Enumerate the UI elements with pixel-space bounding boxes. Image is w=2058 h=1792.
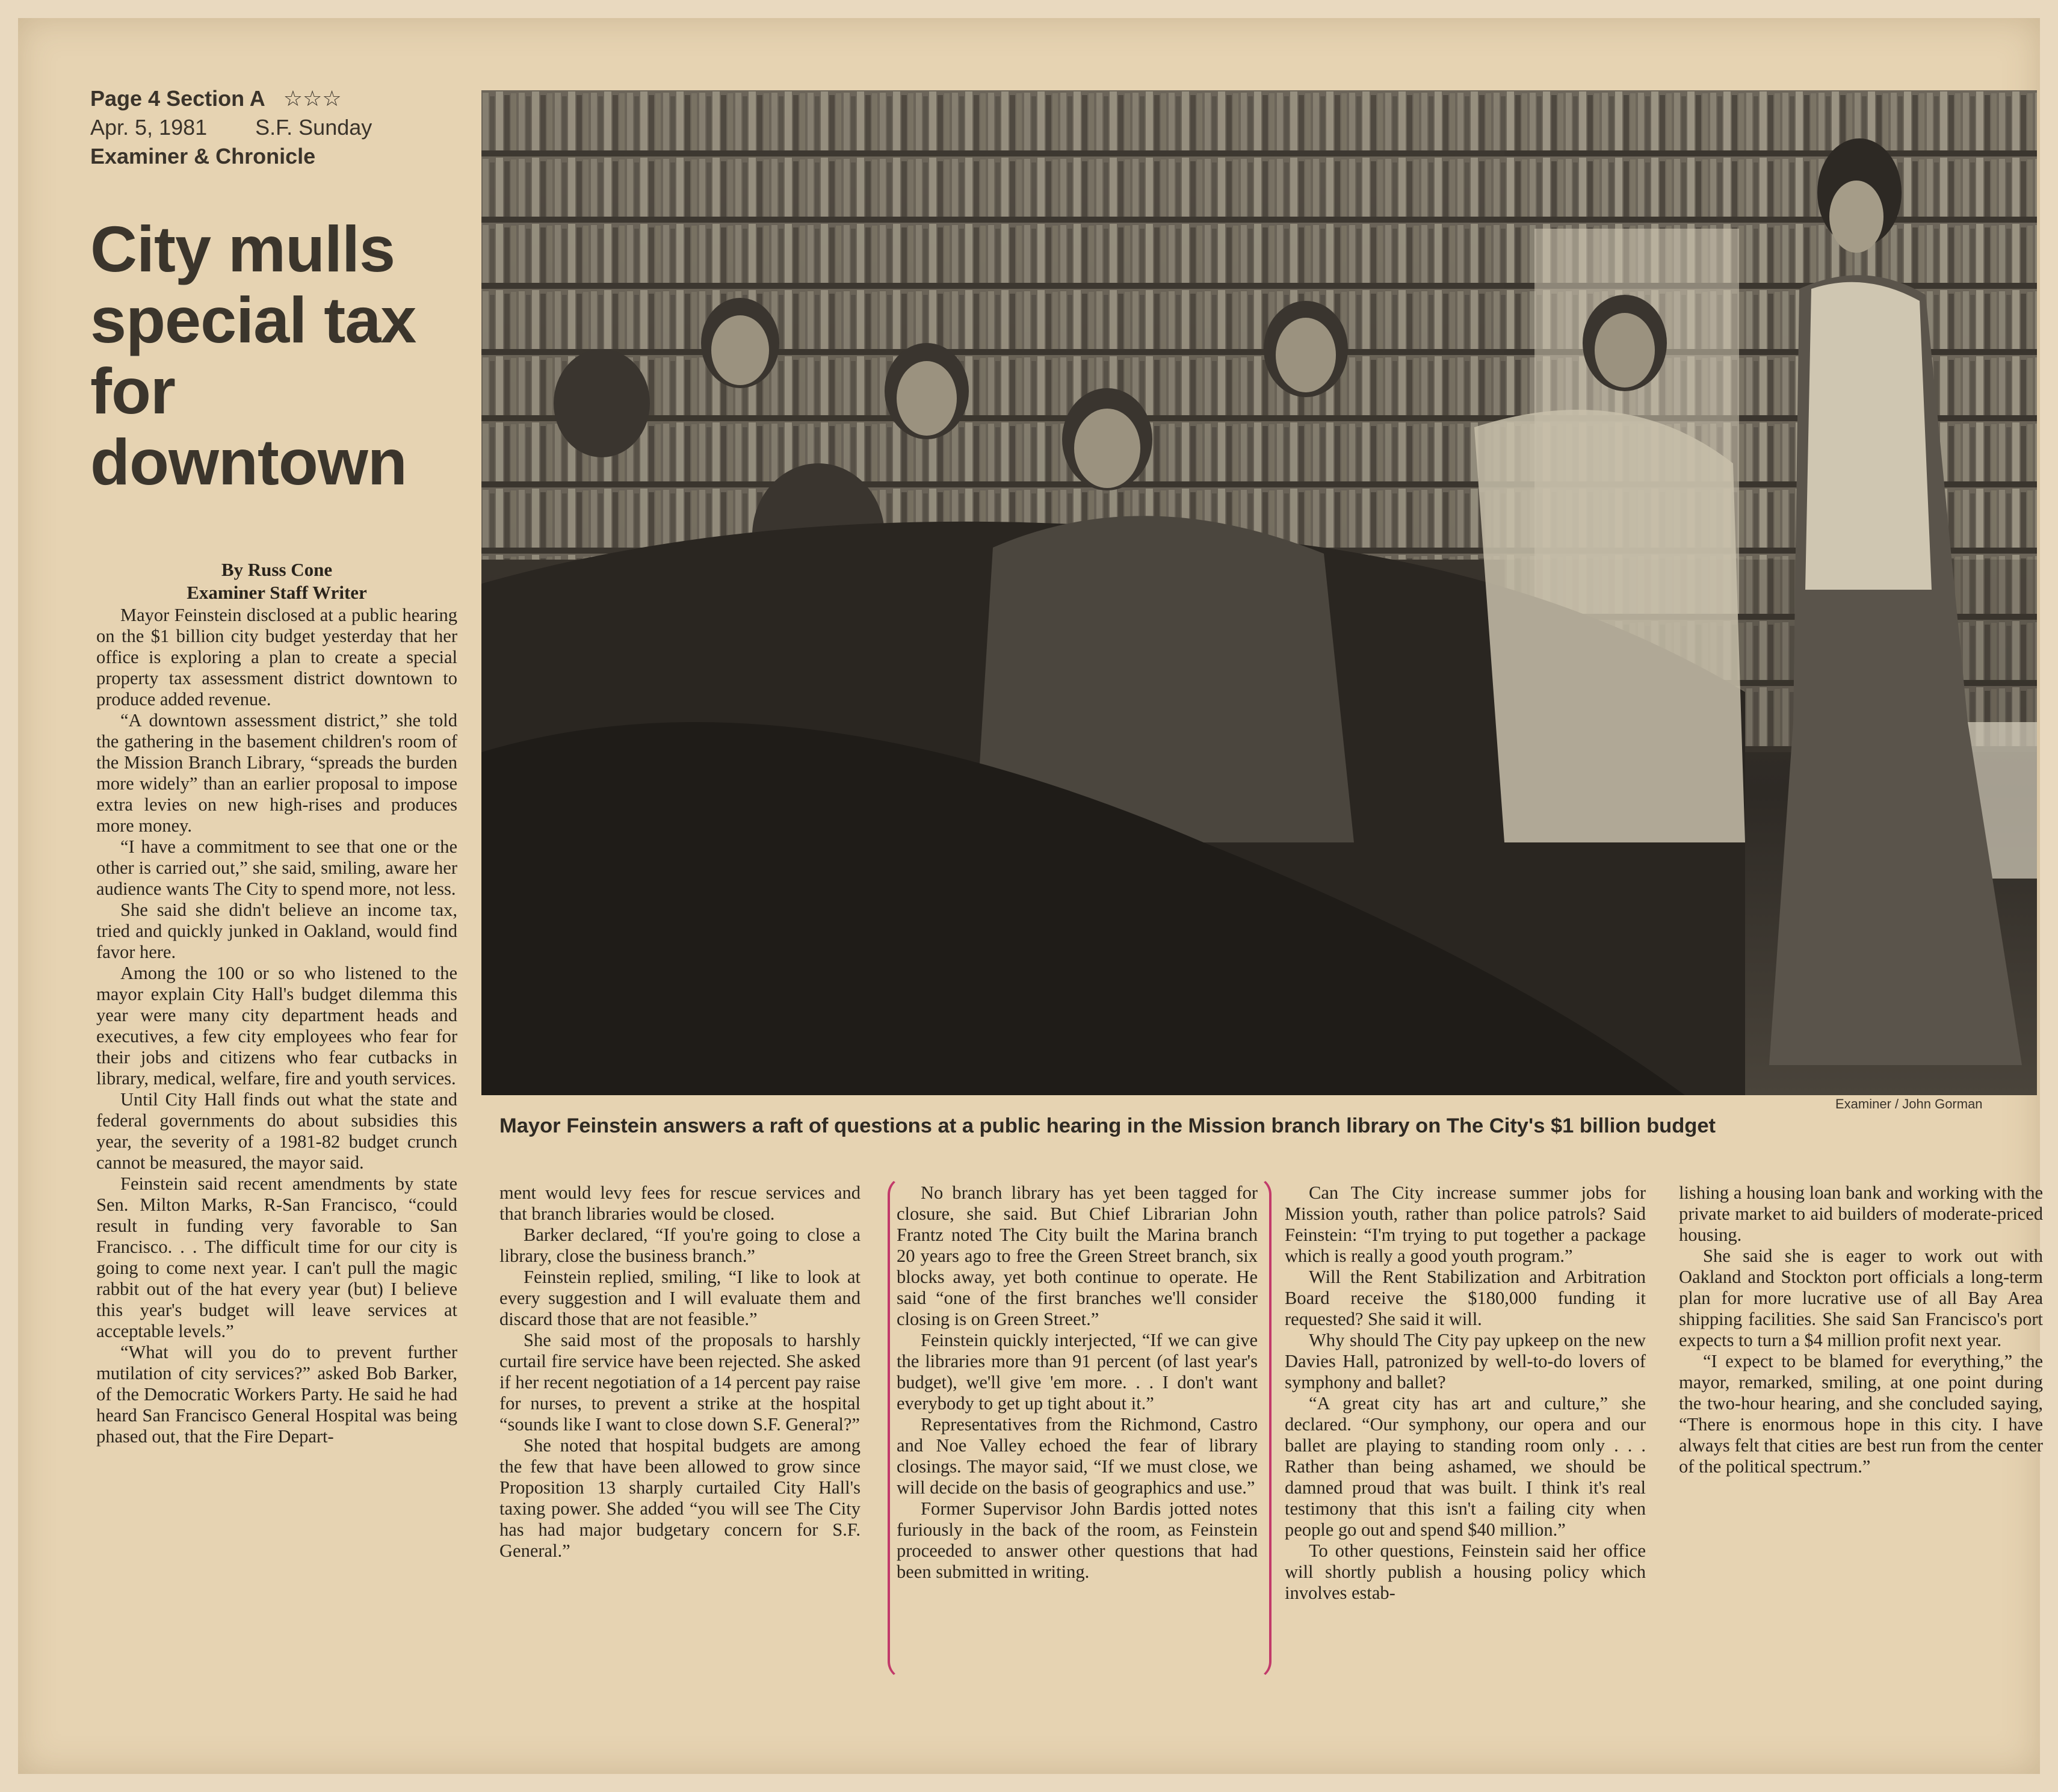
- paragraph: Feinstein replied, smiling, “I like to look at every suggestion and I will evaluate them and discard those that are not feasible.”: [499, 1267, 861, 1329]
- paragraph: No branch library has yet been tagged for closure, she said. But Chief Librarian John Frantz noted The City built the Marina branch 20 years ago to free the Green Street branch, six blocks away, yet both continue to operate. He said “one of the first branches we'll consider closing is on Green Street.”: [897, 1182, 1258, 1329]
- paragraph: “A downtown assessment district,” she told the gathering in the basement children's room of the Mission Branch Library, “spreads the burden more widely” than an earlier proposal to impose extra levies on new high-rises and produces more money.: [96, 710, 457, 836]
- paragraph: Among the 100 or so who listened to the mayor explain City Hall's budget dilemma this year were many city department heads and executives, a few city employees who fear for their jobs and citizens who fear cutbacks in library, medical, welfare, fire and youth services.: [96, 963, 457, 1089]
- article-column-3: [897, 1182, 1258, 1583]
- page-section: Page 4 Section A: [90, 86, 265, 111]
- byline: [90, 558, 463, 604]
- paragraph: Mayor Feinstein disclosed at a public hearing on the $1 billion city budget yesterday that her office is exploring a plan to create a special property tax assessment district downtown to produce added revenue.: [96, 605, 457, 709]
- article-column-2: [499, 1182, 861, 1562]
- paragraph: “What will you do to prevent further mutilation of city services?” asked Bob Barker, of the Democratic Workers Party. He said he had heard San Francisco General Hospital was being phased out, that the Fire Depart-: [96, 1342, 457, 1447]
- paragraph: Will the Rent Stabilization and Arbitration Board receive the $180,000 funding it requested? She said it will.: [1285, 1267, 1646, 1329]
- paragraph: Feinstein quickly interjected, “If we can give the libraries more than 91 percent (of last year's budget), we'll give 'em more. . . I don't want everybody to get up tight about it.”: [897, 1330, 1258, 1414]
- paragraph: She said most of the proposals to harshly curtail fire service have been rejected. She asked if her recent negotiation of a 14 percent pay raise for nurses, to prevent a strike at the hospital “sounds like I want to close down S.F. General?”: [499, 1330, 861, 1435]
- paragraph: Can The City increase summer jobs for Mission youth, rather than police patrols? Said Feinstein: “I'm trying to put together a package which is really a good youth program.”: [1285, 1182, 1646, 1266]
- paper-name: S.F. Sunday: [255, 115, 372, 140]
- masthead: [90, 84, 372, 171]
- paragraph: ment would levy fees for rescue services and that branch libraries would be closed.: [499, 1182, 861, 1224]
- paragraph: Feinstein said recent amendments by state Sen. Milton Marks, R-San Francisco, “could result in funding very favorable to San Francisco. . . The difficult time for our city is going to come next year. I can't pull the magic rabbit out of the hat every year (but) I believe this year's budget will leave services at acceptable levels.”: [96, 1173, 457, 1341]
- paragraph: lishing a housing loan bank and working with the private market to aid builders of moderate-priced housing.: [1679, 1182, 2043, 1245]
- paragraph: Barker declared, “If you're going to close a library, close the business branch.”: [499, 1225, 861, 1266]
- paragraph: Representatives from the Richmond, Castro and Noe Valley echoed the fear of library closings. The mayor said, “If we must close, we will decide on the basis of geographics and use.”: [897, 1414, 1258, 1498]
- paper-name-2: Examiner & Chronicle: [90, 144, 316, 168]
- paragraph: To other questions, Feinstein said her office will shortly publish a housing policy which involves estab-: [1285, 1540, 1646, 1603]
- paragraph: She said she is eager to work out with Oakland and Stockton port officials a long-term plan for more lucrative use of all Bay Area shipping facilities. She said San Francisco's port expects to turn a $4 million profit next year.: [1679, 1246, 2043, 1350]
- paragraph: She noted that hospital budgets are among the few that have been allowed to grow since Proposition 13 sharply curtailed City Hall's taxing power. She added “you will see The City has had major budgetary concern for S.F. General.”: [499, 1435, 861, 1561]
- photo-caption: Mayor Feinstein answers a raft of questions at a public hearing in the Mission branch library on The City's $1 billion budget: [499, 1114, 1716, 1137]
- paragraph: Former Supervisor John Bardis jotted notes furiously in the back of the room, as Feinstein proceeded to answer other questions that had been submitted in writing.: [897, 1498, 1258, 1582]
- byline-author: By Russ Cone: [221, 559, 333, 580]
- byline-role: Examiner Staff Writer: [187, 582, 367, 603]
- news-photo: [481, 90, 2037, 1095]
- paragraph: “A great city has art and culture,” she declared. “Our symphony, our opera and our ballet are playing to standing room only . . . Rather than being ashamed, we should be damned proud that was built. I think it's real testimony that this isn't a failing city when people go out and spend $40 million.”: [1285, 1393, 1646, 1540]
- article-column-1: [96, 605, 457, 1447]
- article-column-4: [1285, 1182, 1646, 1604]
- edition-stars: ☆☆☆: [283, 86, 342, 111]
- paragraph: “I have a commitment to see that one or the other is carried out,” she said, smiling, aware her audience wants The City to spend more, not less.: [96, 836, 457, 899]
- paragraph: She said she didn't believe an income tax, tried and quickly junked in Oakland, would find favor here.: [96, 900, 457, 962]
- paragraph: Why should The City pay upkeep on the new Davies Hall, patronized by well-to-do lovers of symphony and ballet?: [1285, 1330, 1646, 1392]
- paragraph: Until City Hall finds out what the state and federal governments do about subsidies this year, the severity of a 1981-82 budget crunch cannot be measured, the mayor said.: [96, 1089, 457, 1173]
- photo-credit: Examiner / John Gorman: [1835, 1096, 1983, 1111]
- paragraph: “I expect to be blamed for everything,” the mayor, remarked, smiling, at one point during the two-hour hearing, and she concluded saying, “There is enormous hope in this city. I have always felt that cities are best run from the center of the political spectrum.”: [1679, 1351, 2043, 1477]
- headline: City mulls special tax for downtown: [90, 212, 416, 498]
- library-hearing-photo: [481, 90, 2037, 1095]
- issue-date: Apr. 5, 1981: [90, 115, 208, 140]
- article-column-5: [1679, 1182, 2043, 1477]
